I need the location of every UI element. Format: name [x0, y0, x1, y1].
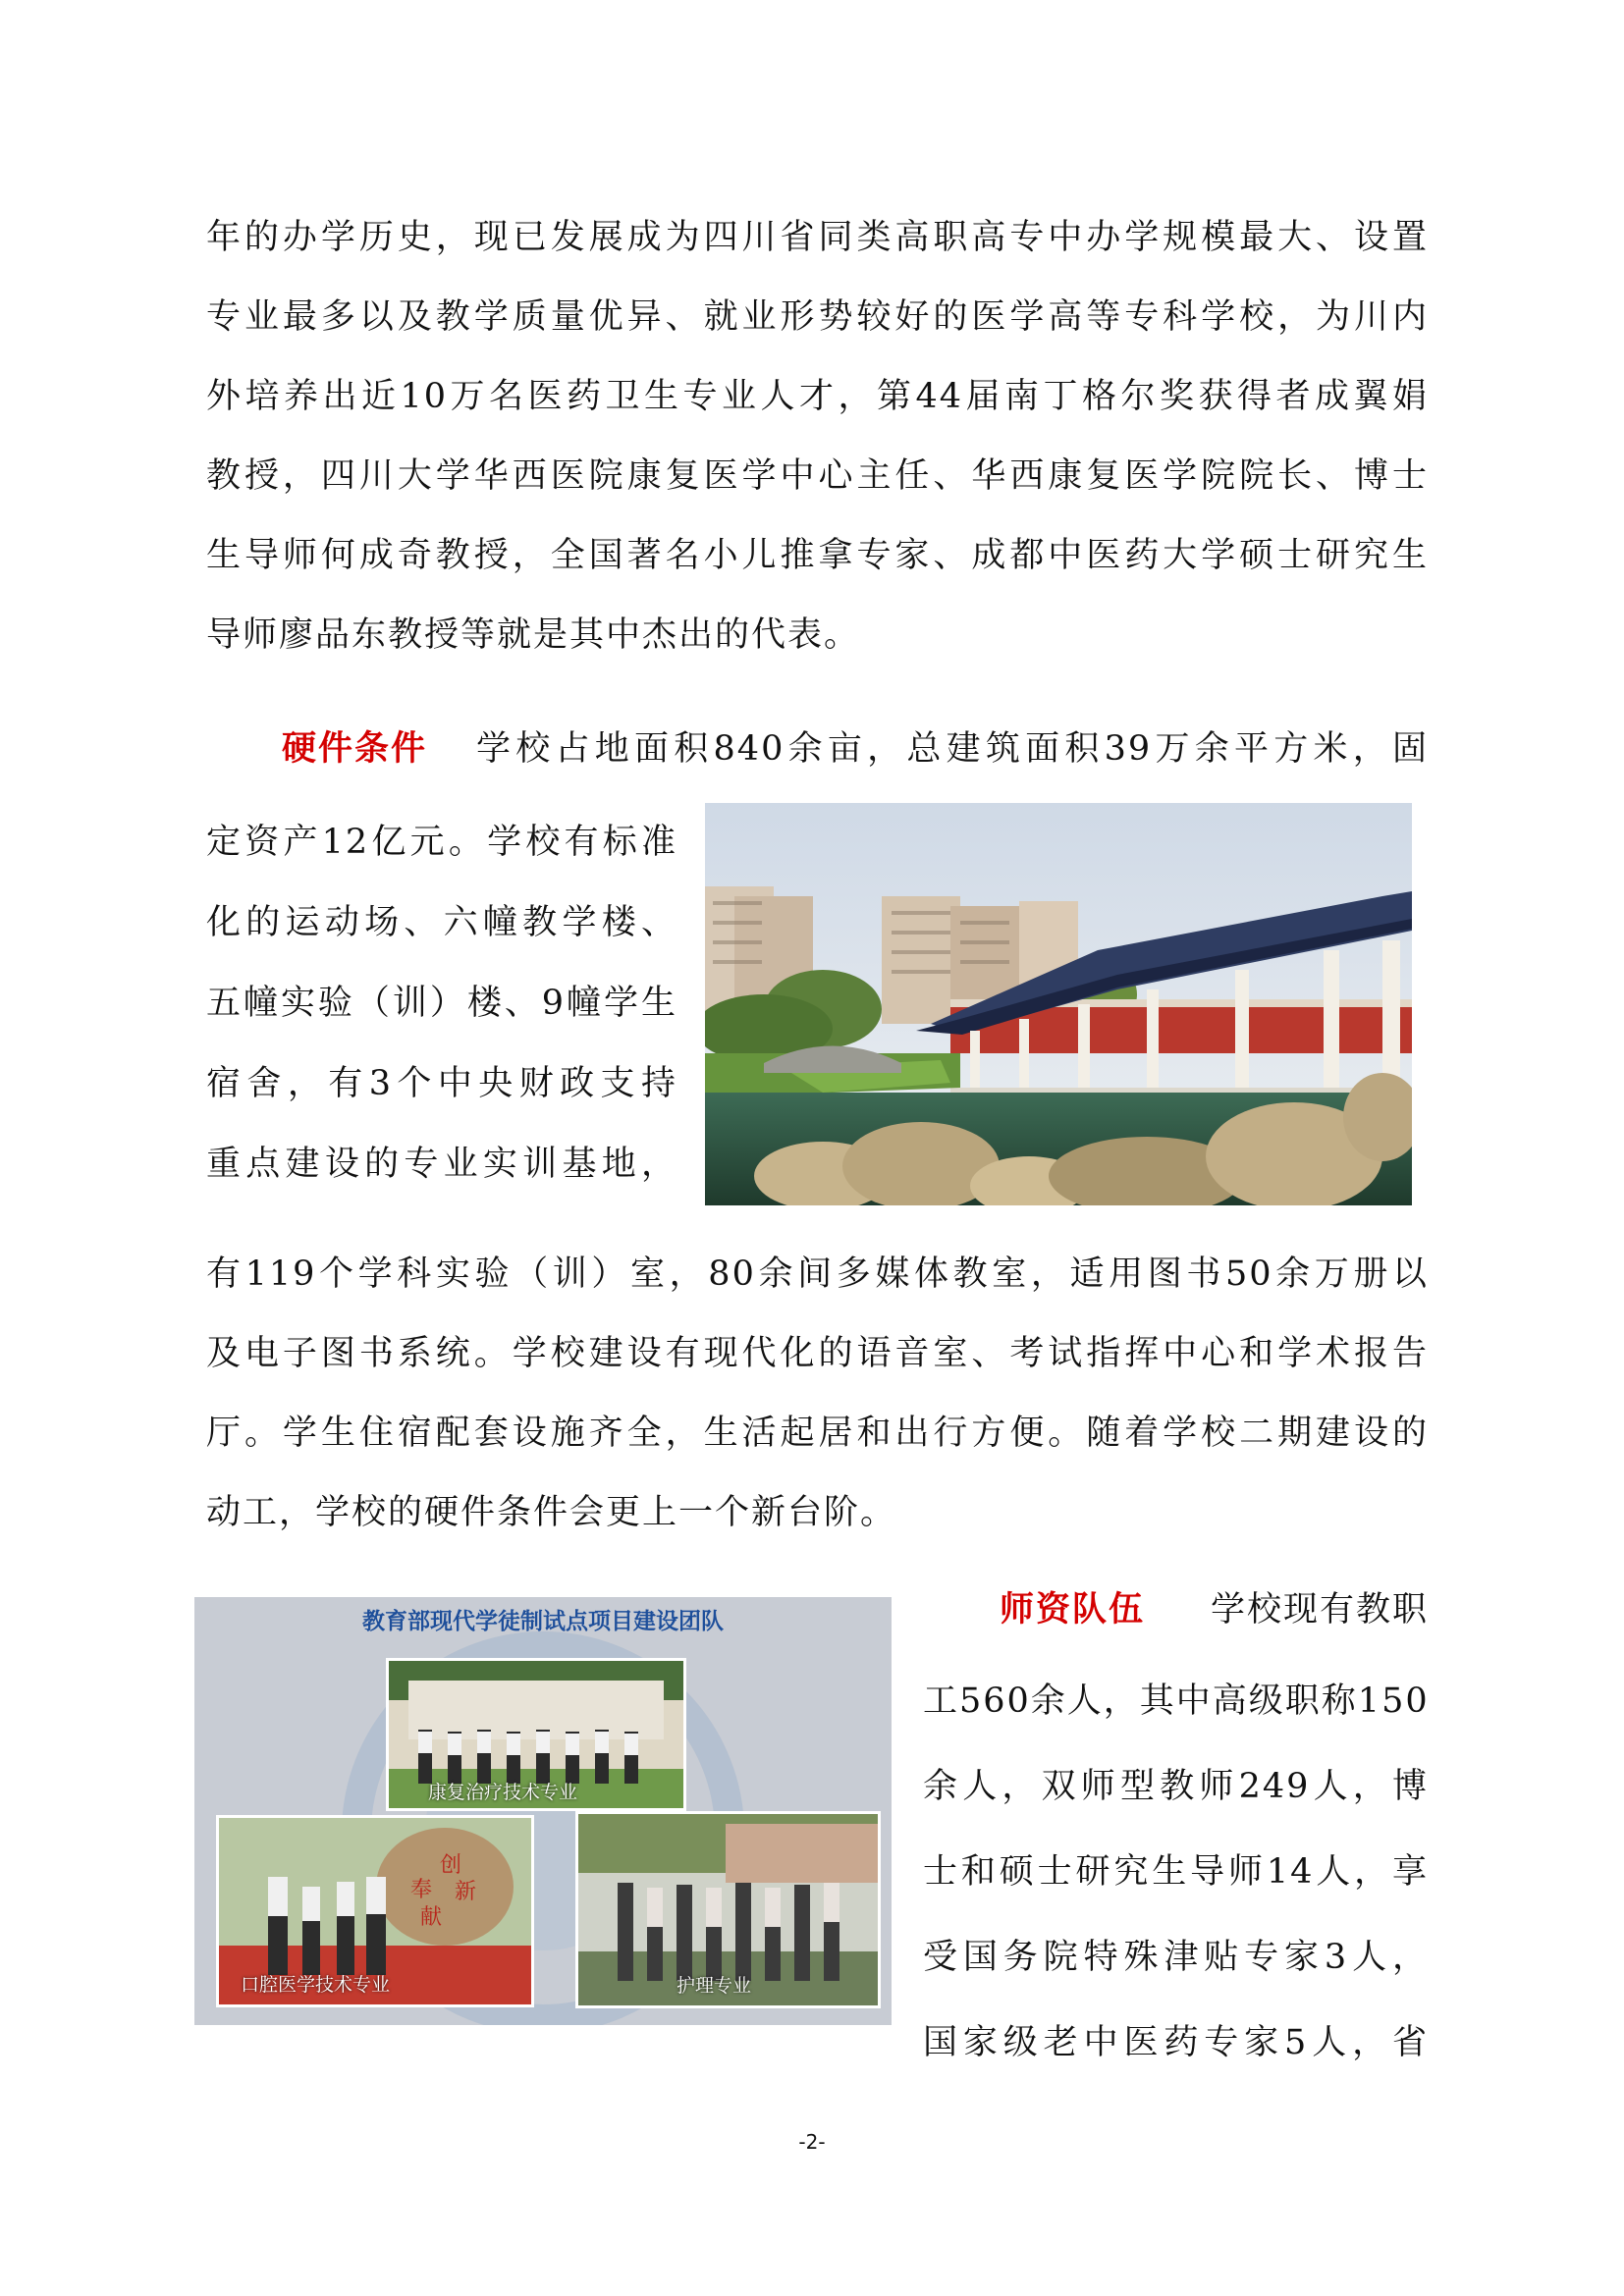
hardware-side-line: 宿舍，有3个中央财政支持 — [206, 1064, 677, 1103]
team-caption: 护理专业 — [677, 1975, 752, 1997]
faculty-side-line: 余人，双师型教师249人，博 — [923, 1767, 1429, 1806]
paragraph-line: 年的办学历史，现已发展成为四川省同类高职高专中办学规模最大、设置 — [206, 218, 1429, 257]
svg-text:新: 新 — [455, 1880, 477, 1904]
page-number: -2- — [798, 2130, 826, 2154]
faculty-side-line: 士和硕士研究生导师14人，享 — [923, 1852, 1429, 1892]
hardware-side-line: 化的运动场、六幢教学楼、 — [206, 903, 677, 942]
team-photo — [194, 1597, 892, 2025]
faculty-heading: 师资队伍 — [1000, 1589, 1146, 1629]
team-photo-title: 教育部现代学徒制试点项目建设团队 — [362, 1609, 724, 1634]
hardware-full-line: 及电子图书系统。学校建设有现代化的语音室、考试指挥中心和学术报告 — [206, 1334, 1429, 1373]
faculty-side-line: 受国务院特殊津贴专家3人， — [923, 1938, 1429, 1977]
faculty-heading-line — [1000, 1590, 1429, 1629]
team-subphoto — [386, 1658, 686, 1811]
hardware-full-line: 厅。学生住宿配套设施齐全，生活起居和出行方便。随着学校二期建设的 — [206, 1414, 1429, 1453]
faculty-side-line: 国家级老中医药专家5人，省 — [923, 2023, 1429, 2062]
paragraph-line: 专业最多以及教学质量优异、就业形势较好的医学高等专科学校，为川内 — [206, 297, 1429, 337]
paragraph-line: 导师廖品东教授等就是其中杰出的代表。 — [206, 615, 861, 655]
hardware-side-line: 定资产12亿元。学校有标准 — [206, 823, 677, 862]
team-caption: 口腔医学技术专业 — [241, 1974, 391, 1996]
paragraph-line: 外培养出近10万名医药卫生专业人才，第44届南丁格尔奖获得者成翼娟 — [206, 377, 1429, 416]
hardware-full-line: 动工，学校的硬件条件会更上一个新台阶。 — [206, 1493, 897, 1532]
hardware-heading-line — [282, 729, 1429, 769]
hardware-side-line: 重点建设的专业实训基地， — [206, 1145, 677, 1184]
svg-text:献: 献 — [420, 1905, 443, 1930]
hardware-first-line: 学校占地面积840余亩，总建筑面积39万余平方米，固 — [476, 729, 1429, 769]
team-subphoto — [575, 1811, 881, 2008]
campus-photo — [705, 803, 1412, 1205]
hardware-heading: 硬件条件 — [282, 728, 428, 769]
paragraph-line: 教授，四川大学华西医院康复医学中心主任、华西康复医学院院长、博士 — [206, 456, 1429, 496]
team-caption: 康复治疗技术专业 — [428, 1782, 578, 1803]
hardware-side-line: 五幢实验（训）楼、9幢学生 — [206, 984, 677, 1023]
svg-text:奉: 奉 — [410, 1878, 433, 1902]
hardware-full-line: 有119个学科实验（训）室，80余间多媒体教室，适用图书50余万册以 — [206, 1255, 1429, 1294]
paragraph-line: 生导师何成奇教授，全国著名小儿推拿专家、成都中医药大学硕士研究生 — [206, 536, 1429, 575]
team-subphoto — [216, 1815, 534, 2007]
faculty-side-line: 工560余人，其中高级职称150 — [923, 1682, 1430, 1721]
faculty-first-line: 学校现有教职 — [1210, 1590, 1429, 1629]
stone-text: 创 — [440, 1853, 462, 1878]
